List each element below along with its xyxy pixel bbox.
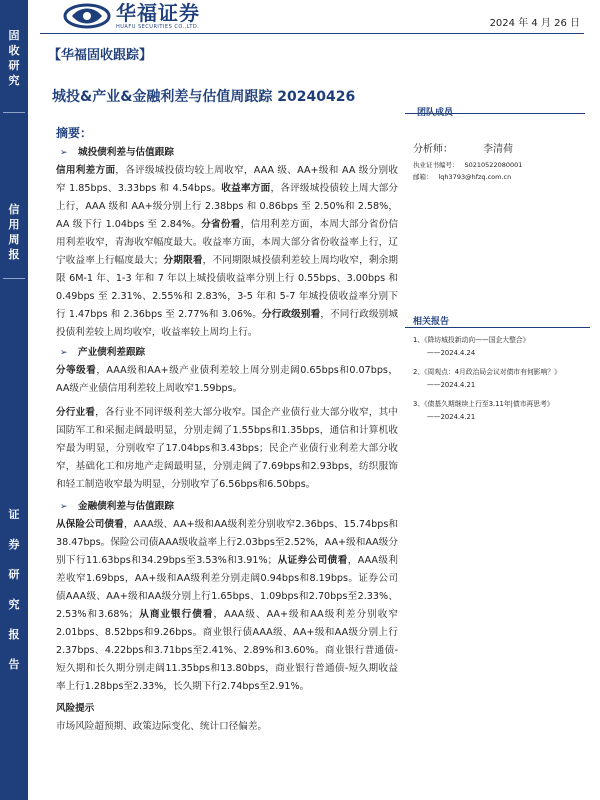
cert-number: S0210522080001 — [464, 161, 523, 169]
analyst-email[interactable]: lqh3793@hfzq.com.cn — [438, 173, 512, 181]
sidebar-label-bottom: 证 券 研 究 报 告 — [8, 508, 20, 671]
section-heading-chengtou: ➢ 城投债利差与估值跟踪 — [56, 144, 398, 162]
risk-text: 市场风险超预期、政策边际变化、统计口径偏差。 — [56, 721, 268, 732]
related-reports-header: 相关报告 — [405, 314, 590, 328]
company-logo — [62, 2, 200, 30]
team-label: 团队成员 — [417, 108, 454, 118]
abstract-body — [56, 144, 398, 736]
sidebar-divider — [3, 112, 25, 113]
analyst-info — [413, 140, 593, 183]
section-heading-financial: ➢ 金融债利差与估值跟踪 — [56, 498, 398, 516]
paragraph-industry-sector: 分行业看，各行业不同评级利差大部分收窄。国企产业债行业大部分收窄，其中国防军工和采掘走阔最明显，分别走阔了1.55bps和1.35bps，通信和计算机收窄最为明显，分别收窄了17.04bps和3.43bps；民企产业债行业利差大部分收窄，基础化工和房地产走阔最明显，分别走阔了7.69bps和2.93bps，纺织服饰和轻工制造收窄最为明显，分别收窄了6.56bps和6.50bps。 — [56, 407, 399, 490]
cert-label: 执业证书编号： — [413, 161, 459, 169]
risk-heading: 风险提示 — [56, 703, 95, 714]
analyst-label: 分析师： — [413, 144, 453, 155]
series-title: 【华福固收跟踪】 — [48, 48, 153, 63]
paragraph-financial: 从保险公司债看，AAA级、AA+级和AA级利差分别收窄2.36bps、15.74bps和38.47bps。保险公司债AAA级收益率上行2.03bps至2.52%，AA+级和AA级分别下行11.63bps和34.29bps至3.53%和3.91%；从证券公司债看，AAA级利差收窄1.69bps，AA+级和AA级利差分别走阔0.94bps和8.19bps。证券公司债AAA级、AA+级和AA级分别上行1.65bps、1.09bps和2.70bps至2.33%、2.53%和3.68%；从商业银行债看，AAA级、AA+级和AA级利差分别收窄2.01bps、8.52bps和9.26bps。商业银行债AAA级、AA+级和AA级分别上行2.37bps、4.22bps和3.71bps至2.41%、2.89%和3.60%。商业银行普通债-短久期和长久期分别走阔11.35bps和13.80bps，商业银行普通债-短久期收益率上行1.28bps至2.33%，长久期下行2.74bps至2.91%。 — [56, 519, 399, 692]
related-report-item[interactable]: 2、《周观点：4月政治局会议对债市有何影响？》 ——2024.4.21 — [413, 368, 561, 389]
email-label: 邮箱： — [413, 173, 433, 181]
paragraph-chengtou: 信用利差方面，各评级城投债均较上周收窄，AAA 级、AA+级和 AA 级分别收窄 1.85bps、3.33bps 和 4.54bps。收益率方面，各评级城投债较上周大部分上行，AAA 级和 AA+级分别上行 2.38bps 和 0.86bps 至 2.50%和 2.58%，AA 级下行 1.04bps 至 2.84%。分省份看，信用利差方面，本周大部分省份信用利差收窄，青海收窄幅度最大。收益率方面，本周大部分省份收益率上行，辽宁收益率上行幅度最大；分期限看，不同期限城投债利差较上周均收窄，剩余期限 6M-1 年、1-3 年和 7 年以上城投债收益率分别上行 0.55bps、3.00bps 和 0.49bps 至 2.31%、2.55%和 2.83%，3-5 年和 5-7 年城投债收益率分别下行 1.47bps 和 2.36bps 至 2.77%和 3.06%。分行政级别看，不同行政级别城投债利差较上周均收窄，收益率较上周均上行。 — [56, 165, 399, 338]
logo-chinese-name: 华福证券 — [116, 1, 200, 25]
report-date: 2024 年 4 月 26 日 — [489, 18, 580, 29]
abstract-label: 摘要： — [56, 126, 93, 140]
sidebar-label-top: 固 收 研 究 — [8, 29, 20, 87]
section-heading-industry: ➢ 产业债利差跟踪 — [56, 344, 398, 362]
report-title: 城投&产业&金融利差与估值周跟踪 20240426 — [52, 89, 356, 105]
header-rule — [40, 33, 584, 34]
related-report-item[interactable]: 1、《降坊城投新动向——国企大整合》 ——2024.4.24 — [413, 336, 530, 357]
sidebar-label-middle: 信 用 周 报 — [8, 203, 20, 261]
related-reports — [405, 314, 590, 424]
paragraph-industry-grade: 分等级看，AAA级和AA+级产业债利差较上周分别走阔0.65bps和0.07bps，AA级产业债信用利差较上周收窄1.59bps。 — [56, 365, 398, 394]
logo-mark-icon — [62, 2, 112, 30]
team-header — [405, 100, 585, 118]
sidebar-divider — [3, 278, 25, 279]
logo-english-name: HUAFU SECURITIES CO.,LTD. — [116, 24, 200, 30]
analyst-name: 李清荷 — [483, 144, 513, 155]
related-report-item[interactable]: 3、《债基久期继续上行至3.11年|债市再思考》 ——2024.4.21 — [413, 400, 554, 421]
left-sidebar — [0, 0, 28, 800]
